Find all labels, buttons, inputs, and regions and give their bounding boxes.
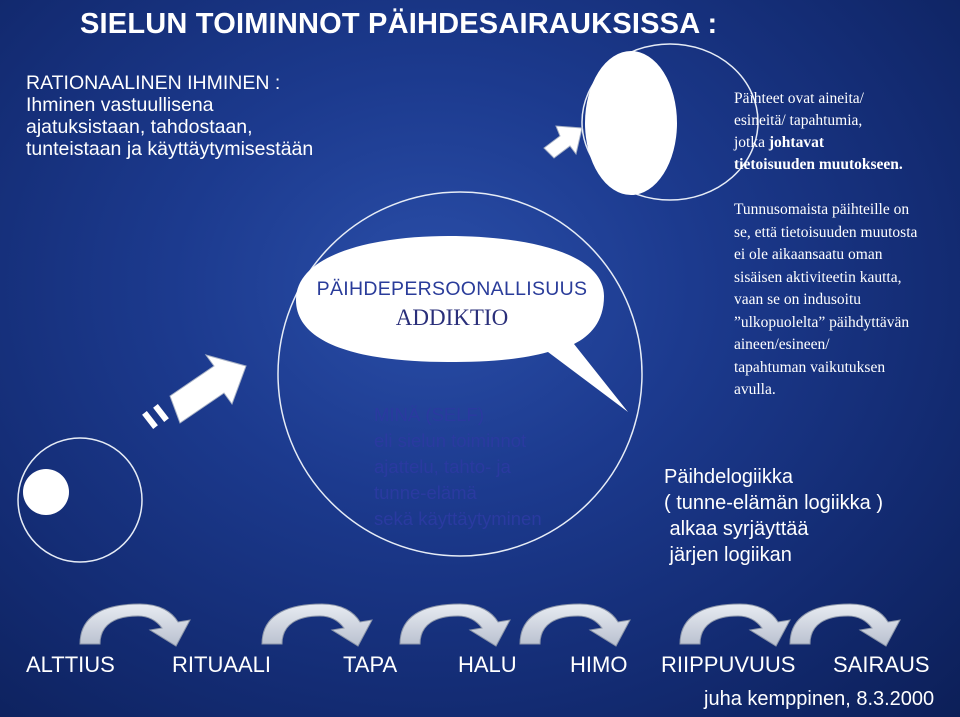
self-line: eli sielun toiminnot [374,430,527,451]
self-text [374,402,542,532]
logic-line: alkaa syrjäyttää [664,518,809,540]
bubble-subtitle: ADDIKTIO [395,305,509,330]
rational-line: RATIONAALINEN IHMINEN : [26,72,281,94]
self-line: MINÄ (SELF) [374,404,484,425]
explanation-line: sisäisen aktiviteetin kautta, [734,268,902,286]
rational-line: Ihminen vastuullisena [26,94,214,116]
substances-bold-line: tietoisuuden muutokseen. [734,156,903,173]
stage-tapa: TAPA [343,652,398,677]
page-title: SIELUN TOIMINNOT PÄIHDESAIRAUKSISSA : [80,8,718,40]
substances-line: esineitä/ tapahtumia, [734,112,863,129]
white-ellipse [585,51,677,195]
explanation-line: vaan se on indusoitu [734,291,861,308]
substances-prefix: jotka [734,134,769,151]
author-credit: juha kemppinen, 8.3.2000 [704,688,935,710]
explanation-line: se, että tietoisuuden muutosta [734,223,918,241]
explanation-line: tapahtuman vaikutuksen [734,358,886,376]
stage-rituaali: RITUAALI [172,652,272,677]
substances-text [734,88,903,176]
small-white-dot [23,469,69,515]
arrow-up-right-icon [142,355,246,429]
explanation-line: ”ulkopuolelta” päihdyttävän [734,313,910,331]
explanation-line: avulla. [734,381,776,398]
explanation-line: Tunnusomaista päihteille on [734,201,910,218]
rational-human-text [26,72,313,160]
substances-bold: johtavat [768,134,824,151]
explanation-line: ei ole aikaansaatu oman [734,246,883,263]
substances-line: Päihteet ovat aineita/ [734,90,864,107]
stage-sairaus: SAIRAUS [833,652,930,677]
self-line: tunne-elämä [374,482,477,503]
rational-line: ajatuksistaan, tahdostaan, [26,116,253,138]
substances-line [734,132,903,154]
stage-alttius: ALTTIUS [26,652,115,677]
logic-line: ( tunne-elämän logiikka ) [664,492,883,514]
rational-line: tunteistaan ja käyttäytymisestään [26,138,314,160]
curved-arrows [80,604,900,646]
self-line: ajattelu, tahto- ja [374,456,511,477]
stage-halu: HALU [458,652,517,677]
stage-himo: HIMO [570,652,628,677]
explanation-line: aineen/esineen/ [734,336,830,353]
logic-text [664,464,883,568]
explanation-text [734,199,917,402]
logic-line: järjen logiikan [664,544,792,566]
self-line: sekä käyttäytyminen [374,508,542,529]
stage-riippuvuus: RIIPPUVUUS [661,652,796,677]
logic-line: Päihdelogiikka [664,466,793,488]
bubble-title: PÄIHDEPERSOONALLISUUS [316,278,588,300]
arrow-small-icon [544,126,582,158]
